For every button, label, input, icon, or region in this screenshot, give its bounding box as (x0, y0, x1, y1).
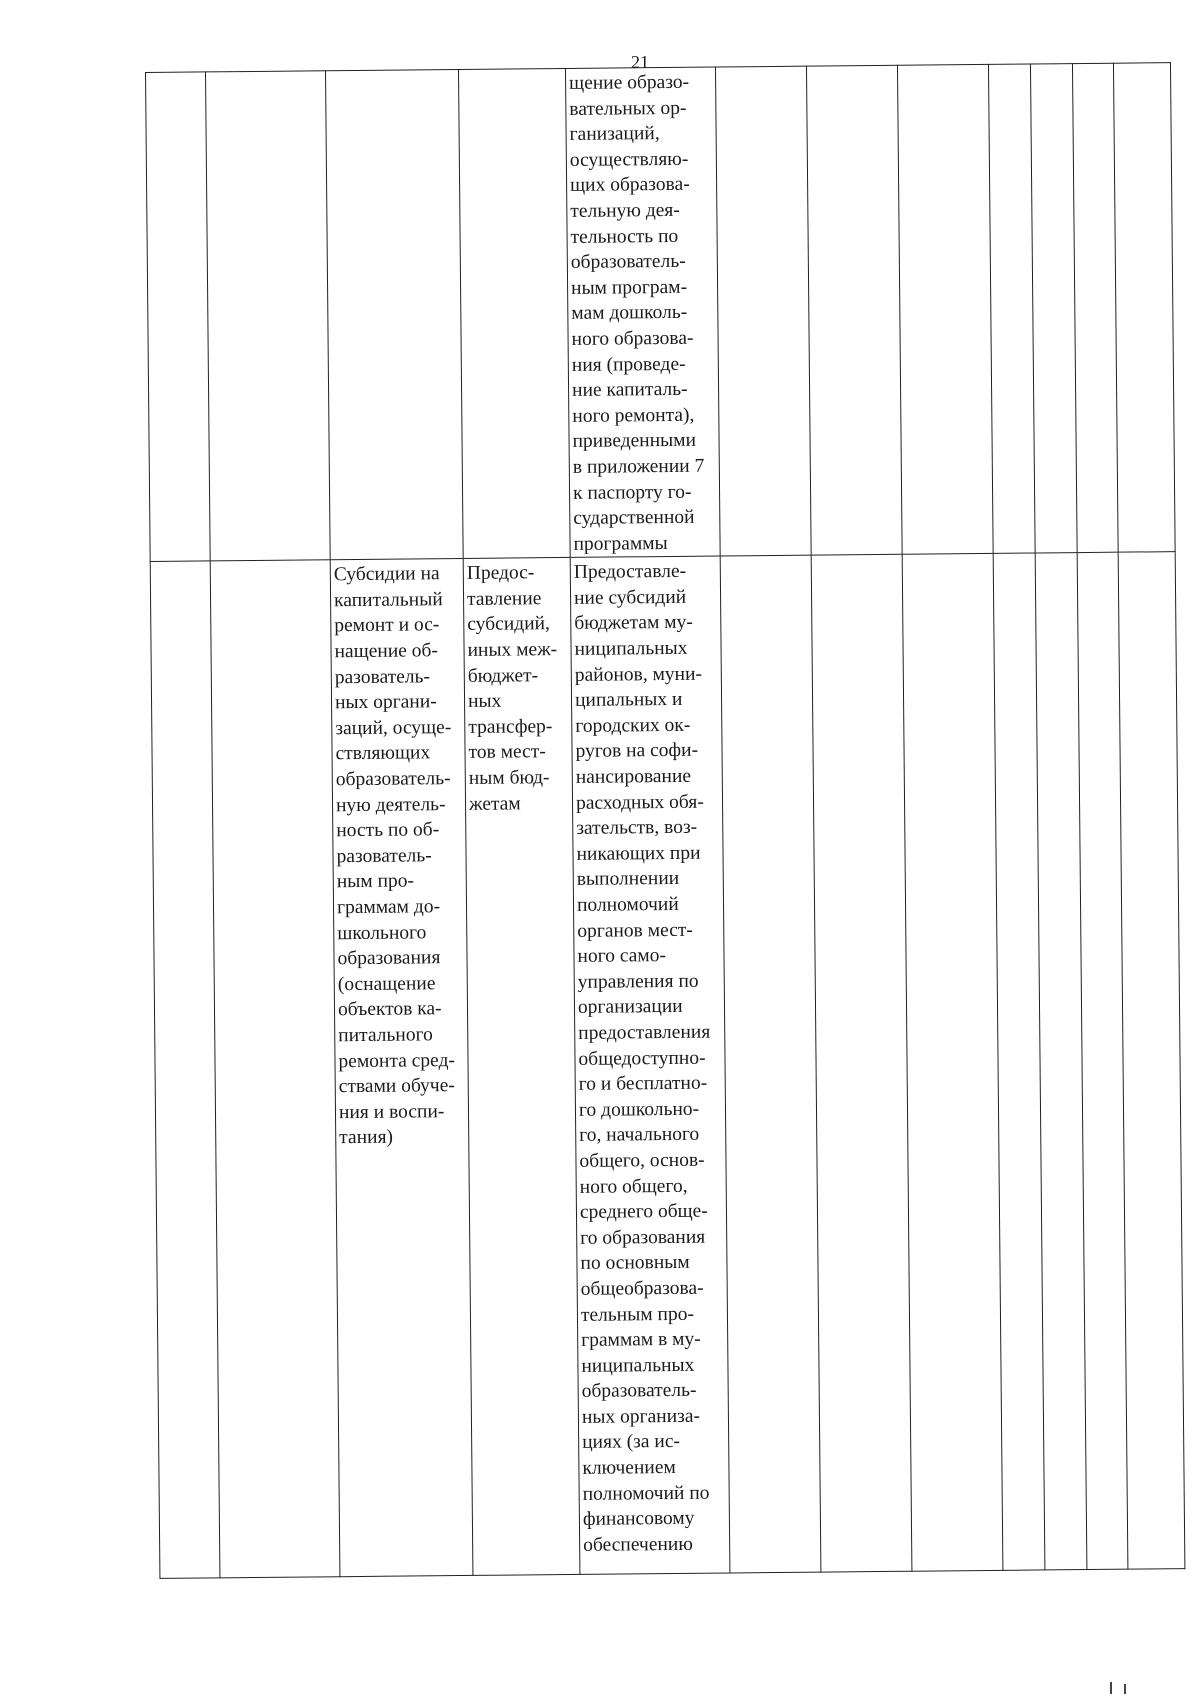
table-cell (1113, 63, 1175, 553)
table-cell (463, 558, 580, 1576)
event-description: Предоставле- ние субсидий бюджетам му- ниципальных районов, муни- ципальных и городских ок- ругов на софи- нансирование расходных обя- зательств, воз- никающих при выполнении полномочий органов мест- ного само- управления по организации предоставления общедоступно- го и бесплатно- го дошкольно- го, начального общего, основ- ного общего, среднего обще- го образования по основным общеобразова- тельным про- граммам в му- ниципальных образователь- ных организа- циях (за ис- ключением полномочий по финансовому обеспечению (573, 561, 711, 1556)
table-cell (988, 64, 1035, 554)
scan-mark (1124, 1684, 1126, 1694)
page-number: 21 (631, 52, 649, 72)
table-cell (811, 555, 912, 1573)
table-cell (570, 556, 730, 1574)
event-description-continued: щение образо- вательных ор- ганизаций, осуществляю- щих образова- тельную дея- тельность по образователь- ным програм- мам дошколь- ного образова- ния (проведе- ние капиталь- ного ремонта), приведенными в приложении 7 к паспорту го- сударственной программы (569, 71, 705, 555)
table-cell (897, 64, 993, 554)
table-cell (146, 72, 211, 562)
table-cell (715, 66, 811, 556)
table-cell (210, 560, 340, 1578)
table-cell (902, 554, 1003, 1572)
table-cell (806, 65, 902, 555)
table-cell (150, 561, 220, 1579)
table-cell (330, 559, 473, 1577)
table-row (146, 63, 1176, 562)
table-cell (720, 555, 821, 1573)
table-cell (458, 68, 570, 558)
table-cell (1072, 63, 1118, 553)
subsidy-name: Субсидии на капитальный ремонт и ос- нащение об- разователь- ных органи- заций, осуще- ствляющих образователь- ную деятель- ность по об- разователь- ным про- граммам до- школьного образования (оснащение объектов ка- питального ремонта сред- ствами обуче- ния и воспи- тания) (333, 563, 456, 1149)
scan-mark (1110, 1682, 1112, 1694)
table-row (150, 552, 1185, 1579)
table-cell (206, 71, 331, 561)
budget-measures-table (145, 62, 1185, 1579)
table-cell (1030, 64, 1077, 554)
table-cell (325, 69, 463, 560)
transfer-type: Предос- тавление субсидий, иных меж- бюджет- ных трансфер- тов мест- ным бюд- жетам (466, 562, 558, 815)
table-cell (565, 67, 720, 558)
table-cell (1118, 552, 1185, 1570)
